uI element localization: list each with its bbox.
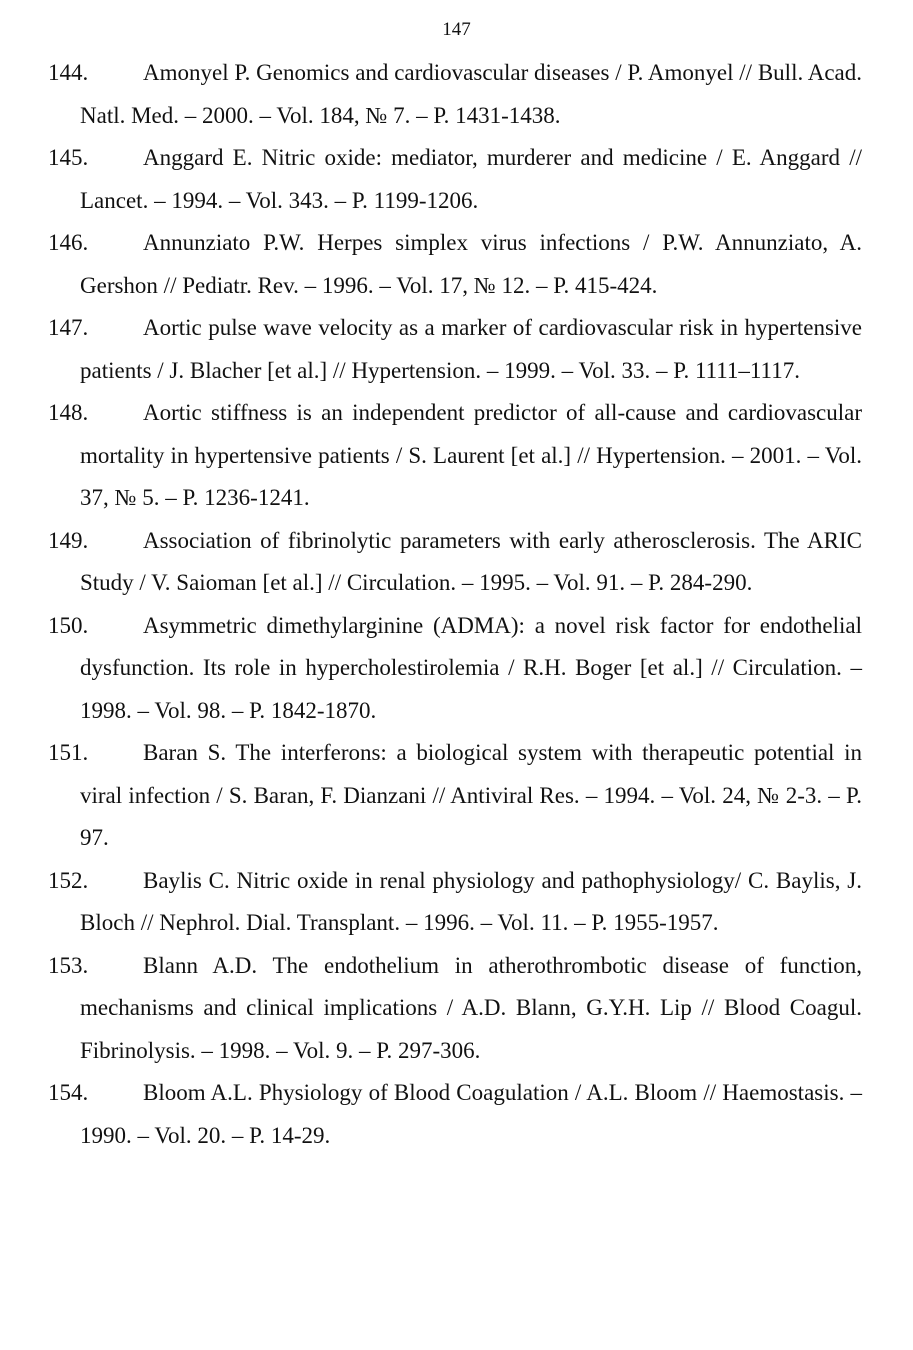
reference-text: Aortic stiffness is an independent predictor of all-cause and cardiovascular mortality in hypertensive patients / S. Laurent [et al.] // Hypertension. – 2001. – Vol. 37, № 5. – P. 1236-1241. xyxy=(80,400,862,510)
reference-item xyxy=(48,307,862,392)
reference-text: Asymmetric dimethylarginine (ADMA): a novel risk factor for endothelial dysfunction. Its role in hypercholestirolemia / R.H. Boger [et al.] // Circulation. – 1998. – Vol. 98. – P. 1842-1870. xyxy=(80,612,862,723)
reference-text: Baylis C. Nitric oxide in renal physiology and pathophysiology/ C. Baylis, J. Bloch // Nephrol. Dial. Transplant. – 1996. – Vol. 11. – P. 1955-1957. xyxy=(80,867,862,935)
reference-text: Association of fibrinolytic parameters with early atherosclerosis. The ARIC Study / V. Saioman [et al.] // Circulation. – 1995. – Vol. 91. – P. 284-290. xyxy=(80,527,862,595)
reference-number: 149. xyxy=(48,527,89,553)
reference-list xyxy=(48,52,862,1157)
reference-text: Baran S. The interferons: a biological system with therapeutic potential in viral infection / S. Baran, F. Dianzani // Antiviral Res. – 1994. – Vol. 24, № 2-3. – P. 97. xyxy=(80,740,862,850)
reference-item xyxy=(48,860,862,945)
reference-text: Blann A.D. The endothelium in atherothrombotic disease of function, mechanisms and clinical implications / A.D. Blann, G.Y.H. Lip // Blood Coagul. Fibrinolysis. – 1998. – Vol. 9. – P. 297-306. xyxy=(80,952,862,1063)
reference-number: 148. xyxy=(48,400,89,425)
reference-number: 144. xyxy=(48,60,89,85)
reference-item xyxy=(48,732,862,860)
reference-text: Anggard E. Nitric oxide: mediator, murderer and medicine / E. Anggard // Lancet. – 1994. – Vol. 343. – P. 1199-1206. xyxy=(80,145,862,213)
reference-item xyxy=(48,52,862,137)
reference-number: 152. xyxy=(48,867,89,893)
reference-text: Aortic pulse wave velocity as a marker of cardiovascular risk in hypertensive patients / J. Blacher [et al.] // Hypertension. – 1999. – Vol. 33. – P. 1111–1117. xyxy=(80,315,862,383)
reference-number: 150. xyxy=(48,612,89,638)
reference-item xyxy=(48,137,862,222)
reference-item xyxy=(48,605,862,733)
reference-number: 151. xyxy=(48,740,89,765)
reference-number: 145. xyxy=(48,145,89,170)
reference-text: Annunziato P.W. Herpes simplex virus infections / P.W. Annunziato, A. Gershon // Pediatr. Rev. – 1996. – Vol. 17, № 12. – P. 415-424. xyxy=(80,230,862,298)
reference-item xyxy=(48,222,862,307)
reference-text: Amonyel P. Genomics and cardiovascular diseases / P. Amonyel // Bull. Acad. Natl. Med. – 2000. – Vol. 184, № 7. – P. 1431-1438. xyxy=(80,60,862,128)
reference-text: Bloom A.L. Physiology of Blood Coagulation / A.L. Bloom // Haemostasis. – 1990. – Vol. 20. – P. 14-29. xyxy=(80,1080,862,1148)
reference-item xyxy=(48,1072,862,1157)
reference-number: 154. xyxy=(48,1080,89,1105)
reference-number: 146. xyxy=(48,230,89,255)
reference-number: 153. xyxy=(48,952,89,978)
page-number: 147 xyxy=(442,19,471,40)
reference-number: 147. xyxy=(48,315,89,340)
reference-item xyxy=(48,945,862,1073)
reference-item xyxy=(48,392,862,520)
reference-item xyxy=(48,520,862,605)
